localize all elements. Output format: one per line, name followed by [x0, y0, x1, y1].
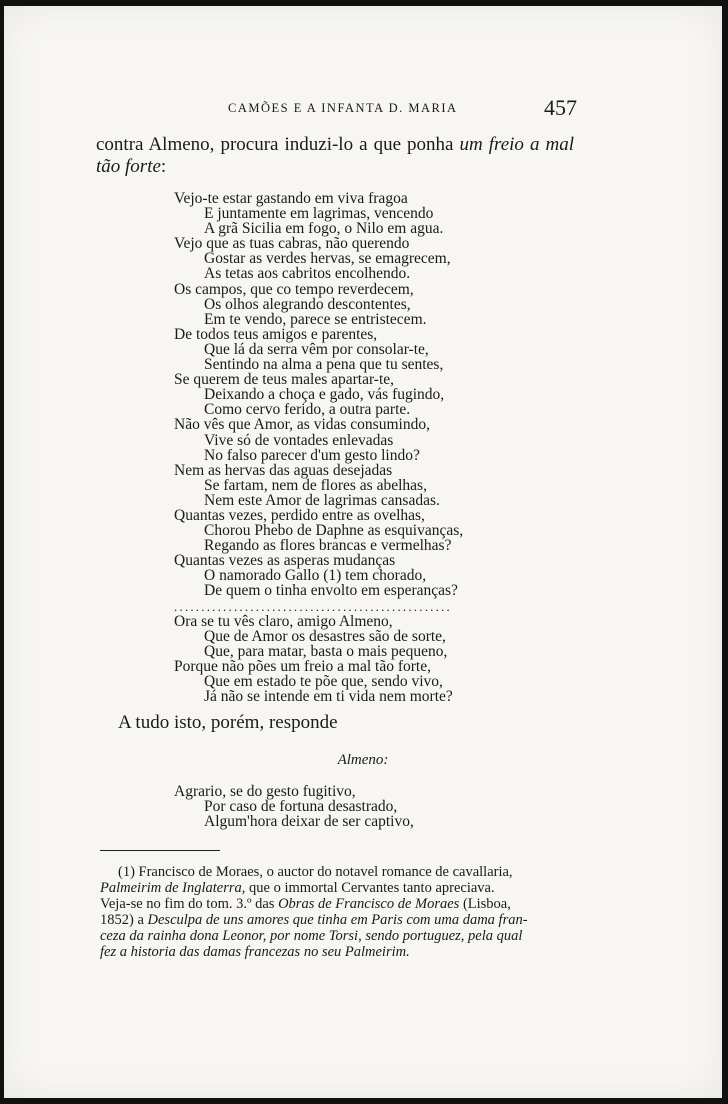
verse-line: Ora se tu vês claro, amigo Almeno,	[174, 612, 393, 630]
footnote	[100, 864, 574, 960]
footnote-emphasis: fez a historia das damas francezas no seu Palmeirim.	[100, 944, 410, 960]
verse-line: Chorou Phebo de Daphne as esquivanças,	[204, 522, 464, 540]
verse-line: Vejo-te estar gastando em viva fragoa	[174, 190, 408, 207]
response-text: A tudo isto, porém, responde	[118, 712, 338, 733]
verse-line: Agrario, se do gesto fugitivo,	[174, 783, 356, 800]
verse-line: Por caso de fortuna desastrado,	[204, 798, 398, 816]
speaker-name: Almeno:	[337, 752, 389, 768]
footnote-emphasis: ceza da rainha dona Leonor, por nome Torsi, sendo portuguez, pela qual	[100, 928, 523, 944]
footnote-line	[100, 896, 574, 912]
footnote-line	[100, 928, 574, 944]
page-header	[4, 95, 722, 125]
verse-line: Que, para matar, basta o mais pequeno,	[204, 642, 448, 660]
verse-line: Em te vendo, parece se entristecem.	[204, 310, 427, 328]
verse-line: Não vês que Amor, as vidas consumindo,	[174, 416, 430, 434]
verse-line: Os olhos alegrando descontentes,	[204, 295, 411, 313]
footnote-line	[100, 944, 574, 960]
footnote-emphasis: Palmeirim de Inglaterra,	[100, 880, 246, 896]
verse-line: Quantas vezes, perdido entre as ovelhas,	[174, 506, 425, 524]
verse-line: Quantas vezes as asperas mudanças	[174, 552, 396, 570]
verse-line: Gostar as verdes hervas, se emagrecem,	[204, 250, 451, 268]
footnote-emphasis: Desculpa de uns amores que tinha em Paris com uma dama fran-	[147, 912, 528, 928]
verse-line: Sentindo na alma a pena que tu sentes,	[204, 356, 444, 374]
verse-line: Como cervo ferido, a outra parte.	[204, 401, 411, 419]
page-number: 457	[544, 95, 577, 120]
verse-line: O namorado Gallo (1) tem chorado,	[204, 567, 427, 585]
verse-line: Porque não pões um freio a mal tão forte,	[174, 657, 431, 675]
intro-paragraph	[96, 134, 574, 178]
footnote-text: que o immortal Cervantes tanto apreciava.	[245, 880, 495, 896]
verse-line: Se querem de teus males apartar-te,	[174, 371, 395, 389]
footnote-text: Veja-se no fim do tom. 3.º das	[100, 896, 279, 912]
footnote-line: (1) Francisco de Moraes, o auctor do notavel romance de cavallaria,	[118, 864, 513, 880]
footnote-line	[100, 880, 574, 896]
verse-line: Vive só de vontades enlevadas	[204, 431, 394, 449]
verse-line: Deixando a choça e gado, vás fugindo,	[204, 386, 445, 404]
intro-text: :	[160, 156, 167, 177]
verse-line: A grã Sicilia em fogo, o Nilo em agua.	[204, 220, 444, 238]
verse-line: No falso parecer d'um gesto lindo?	[204, 446, 420, 464]
intro-text: contra Almeno, procura induzi-lo a que ponha	[96, 134, 460, 155]
verse-line: Regando as flores brancas e vermelhas?	[204, 537, 452, 555]
verse-line: Que lá da serra vêm por consolar-te,	[204, 340, 429, 358]
intro-emphasis: mal tão forte	[96, 134, 574, 177]
verse-line: Algum'hora deixar de ser captivo,	[204, 813, 414, 831]
verse-line: Nem as hervas das aguas desejadas	[174, 461, 393, 479]
running-title: CAMÕES E A INFANTA D. MARIA	[228, 101, 458, 115]
verse-line: Que de Amor os desastres são de sorte,	[204, 627, 446, 645]
footnote-text: 1852) a	[100, 912, 148, 928]
footnote-line	[100, 912, 574, 928]
verse-line: Nem este Amor de lagrimas cansadas.	[204, 491, 440, 509]
footnote-rule	[100, 850, 220, 851]
book-page	[4, 6, 722, 1098]
footnote-emphasis: Obras de Francisco de Moraes	[278, 896, 460, 912]
verse-line: De quem o tinha envolto em esperanças?	[204, 582, 458, 600]
verse-line: De todos teus amigos e parentes,	[174, 325, 378, 343]
verse-line: E juntamente em lagrimas, vencendo	[204, 205, 434, 223]
intro-emphasis: um freio a	[459, 134, 540, 155]
verse-line: As tetas aos cabritos encolhendo.	[204, 265, 411, 283]
verse-block-agrario	[174, 191, 504, 704]
verse-line: Que em estado te põe que, sendo vivo,	[204, 673, 443, 690]
verse-line: Se fartam, nem de flores as abelhas,	[204, 476, 427, 494]
verse-block-almeno	[174, 784, 504, 829]
verse-line: Os campos, que co tempo reverdecem,	[174, 280, 414, 298]
footnote-text: (Lisboa,	[459, 896, 511, 912]
verse-line: Já não se intende em ti vida nem morte?	[204, 688, 453, 706]
verse-ellipsis: ...................................................	[174, 598, 452, 614]
verse-line: Vejo que as tuas cabras, não querendo	[174, 235, 410, 253]
